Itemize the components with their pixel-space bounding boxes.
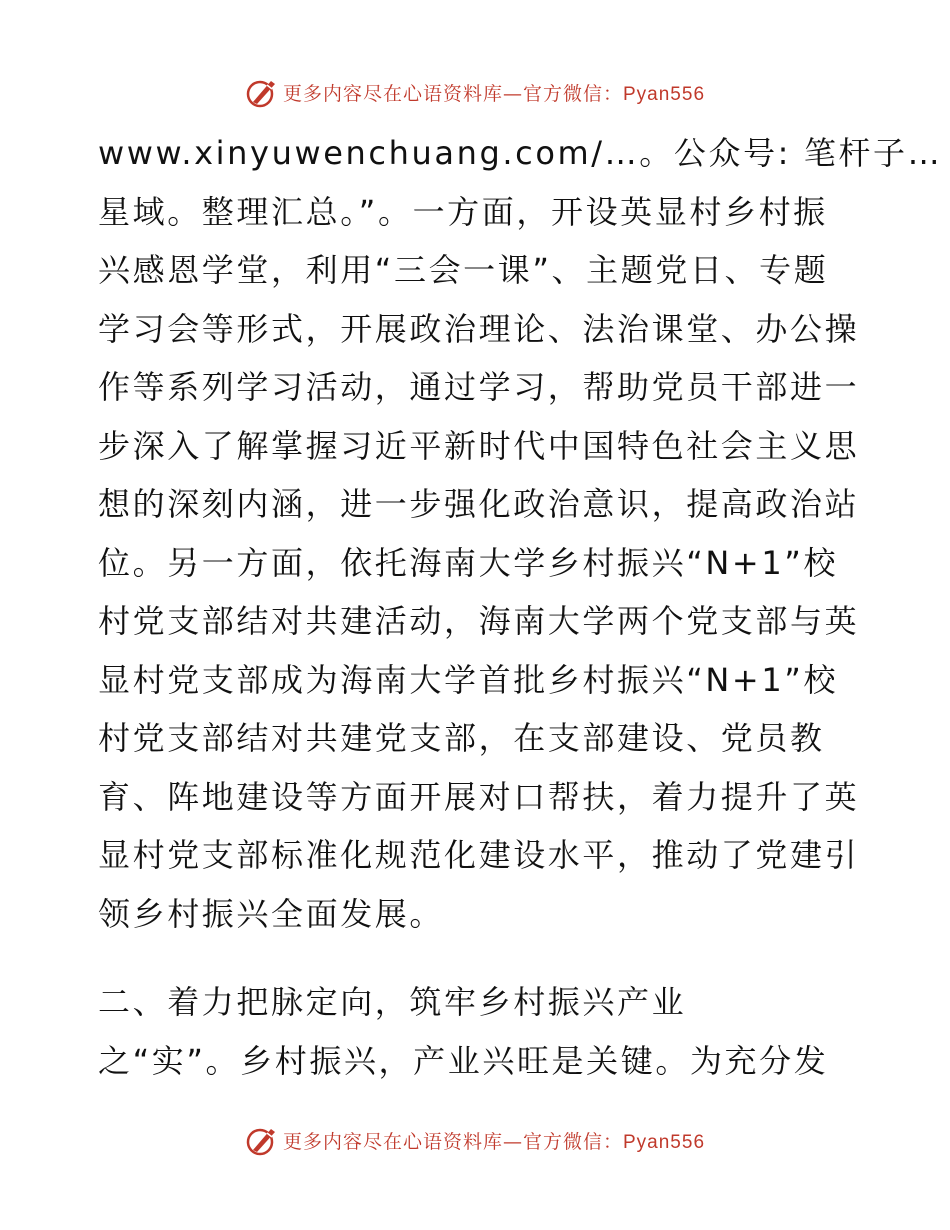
quill-pen-logo-icon xyxy=(245,75,279,109)
paragraph-spacer xyxy=(98,943,858,973)
banner-label: 更多内容尽在心语资料库—官方微信： xyxy=(282,1130,623,1153)
banner-wechat-id: Pyan556 xyxy=(623,1131,706,1153)
quill-pen-logo-icon xyxy=(245,1123,279,1157)
banner-wechat-id: Pyan556 xyxy=(623,83,706,105)
body-line: 步深入了解掌握习近平新时代中国特色社会主义思 xyxy=(98,426,860,465)
body-line: 学习会等形式，开展政治理论、法治课堂、办公操 xyxy=(98,309,860,348)
header-watermark-banner xyxy=(0,72,950,112)
body-line: 想的深刻内涵，进一步强化政治意识，提高政治站 xyxy=(98,485,860,523)
body-line: 村党支部结对共建活动，海南大学两个党支部与英 xyxy=(98,602,860,640)
body-line: 育、阵地建设等方面开展对口帮扶，着力提升了英 xyxy=(98,777,860,816)
banner-label: 更多内容尽在心语资料库—官方微信： xyxy=(282,82,623,105)
section-heading: 二、着力把脉定向，筑牢乡村振兴产业 xyxy=(98,983,687,1021)
body-line: 之“实”。乡村振兴，产业兴旺是关键。为充分发 xyxy=(98,1041,829,1080)
body-line: 村党支部结对共建党支部，在支部建设、党员教 xyxy=(98,719,825,757)
body-line: 领乡村振兴全面发展。 xyxy=(98,894,445,933)
banner-text xyxy=(283,79,705,106)
banner-text xyxy=(283,1127,705,1154)
body-line: www.xinyuwenchuang.com/…。公众号: 笔杆子… xyxy=(98,134,943,172)
body-line: 作等系列学习活动，通过学习，帮助党员干部进一 xyxy=(98,368,860,406)
footer-watermark-banner xyxy=(0,1120,950,1160)
body-line: 显村党支部成为海南大学首批乡村振兴“N+1”校 xyxy=(98,660,839,699)
document-body xyxy=(98,124,943,1090)
body-line: 显村党支部标准化规范化建设水平，推动了党建引 xyxy=(98,836,860,874)
body-line: 星域。整理汇总。”。一方面，开设英显村乡村振 xyxy=(98,192,828,231)
body-line: 兴感恩学堂，利用“三会一课”、主题党日、专题 xyxy=(98,251,829,289)
body-line: 位。另一方面，依托海南大学乡村振兴“N+1”校 xyxy=(98,543,839,582)
